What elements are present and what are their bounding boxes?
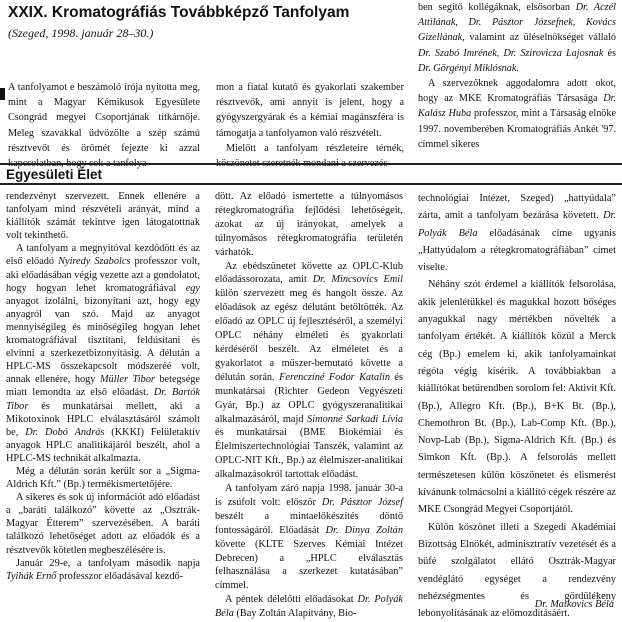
paragraph: Külön köszönet illeti a Szegedi Akadémiai Bizottság Elnökét, adminisztratív vezetését és a büfé szolgálatot ellátó Osztrák-Magyar vendéglátó egységet a rendezvény nehézségmentes és gördülékeny lebonyolításának az előmozdításáért. [418, 521, 616, 620]
paragraph: Január 29-e, a tanfolyam második napja Tyihák Ernő professzor előadásával kezdő- [6, 557, 200, 582]
column-top-1 [8, 80, 200, 171]
column-top-3 [418, 0, 616, 152]
paragraph: mon a fiatal kutató és gyakorlati szakember résztvevők, ami annyit is jelent, hogy a gyógyszergyárak és a kémiai magánszféra is támogatja a tanfolyamon való részvételt. [216, 82, 404, 139]
paragraph: Néhány szót érdemel a kiállítók felsorolása, akik jelenlétükkel és magukkal hozott böséges anyagukkal nagy mértékben növelték a tanfolyam értékét. A kiállítók közül a Merck cég (Bp.) emelem ki, akik tanfolyamainkat régóta végig kísérik. A továbbiakban a kiállítókat betűrendben sorolom fel: Aktivit Kft. (Bp.), Allegro Kft. (Bp.), B+K Bt. (Bp.), Chemothron Bt. (Bp.), Lab-Comp Kft. (Bp.), Novp-Lab (Bp.), Sigma-Aldrich Kft. (Bp.) és Simkon Kft. (Bp.). A felsorolás mellett természetesen külön köszönetet és elismerést kívánunk tolmácsolni a kiállító cégek részére az MKE Csongrád Megyei Csoportjától. [418, 279, 616, 516]
article-title: XXIX. Kromatográfiás Továbbképző Tanfolyam [8, 4, 350, 21]
column-top-2 [216, 80, 404, 171]
article-subtitle: (Szeged, 1998. január 28–30.) [8, 26, 154, 40]
paragraph: Mielőtt a tanfolyam részleteire térnék, [226, 142, 404, 154]
paragraph: Az ebédszünetet követte az OPLC-Klub előadássorozata, amit Dr. Mincsovics Emil külön szervezett meg és hangolt össze. Az előadások az egész délutánt betöltötték. Az előadó az OPLC új fejlesztéséről, a személyi OPLC néhány elméleti és gyakorlati kérdéséről beszélt. Az elméletet és a gyakorlatot a műszer-bemutató követte a délután során. Ferenczíné Fodor Katalin és munkatársai (Richter Gedeon Vegyészeti Gyár, Bp.) az OPLC gyógyszeranalitikai alkalmazásáról, majd Simonné Sarkadi Lívia és munkatársai (BME Biokémiai és Élelmiszertechnológiai Tanszék, valamint az OPLC-NIT Kft., Bp.) az élelmiszer-analitikai alkalmazásokról tartottak előadást. [215, 260, 403, 481]
paragraph: A tanfolyam záró napja 1998. január 30-a is zsúfolt volt: először Dr. Pásztor József beszélt a mintaelőkészítés döntő fontosságáról. Előadását Dr. Dinya Zoltán követte (KLTE Szerves Kémiai Intézet Debrecen) a „HPLC elválasztás felhasználása a szerkezet kutatásában” címmel. [215, 483, 403, 592]
column-bottom-2 [215, 190, 403, 621]
author-signature: Dr. Matkovics Béla [534, 599, 614, 610]
paragraph: Még a délután során került sor a „Sigma-Aldrich Kft.” (Bp.) termékismertetőjére. [6, 465, 200, 491]
paragraph: A szervezőknek aggodalomra adott okot, hogy az MKE Kromatográfiás Társasága Dr. Kalász Huba professzor, mint a Társaság elnöke 1997. novemberében Kromatográfiás Ankét '97. címmel sikeres [418, 78, 616, 150]
column-bottom-1 [6, 190, 200, 583]
section-title: Egyesületi Élet [6, 167, 103, 182]
section-rule-top [0, 163, 622, 165]
paragraph: A tanfolyamot e beszámoló írója nyitotta meg, mint a Magyar Kémikusok Egyesülete Csongrád megyei Csoportjának titkárnője. Meleg szavakkal üdvözölte a szép számú résztvevőt és örömét fejezte ki azzal [8, 82, 200, 154]
paragraph: A sikeres és sok új információt adó előadást a „baráti találkozó” követte az „Osztrák-Magyar Étterem” szervezésében. A baráti találkozó lehetőséget adott az előadók és a résztvevők kötetlen megbeszélésére is. [6, 492, 200, 556]
paragraph: A péntek délelőtti előadásokat Dr. Polyák Béla (Bay Zoltán Alapítvány, Bio- [215, 594, 403, 620]
section-rule-bottom [0, 183, 622, 185]
column-bottom-3 [418, 190, 616, 622]
paragraph: rendezvényt szervezett. Ennek ellenére a tanfolyam mind részvételi arányát, mind a kiállítók számát tekintve igen látogatottnak volt tekinthető. [6, 191, 200, 242]
paragraph: technológiai Intézet, Szeged) „hattyúdala” zárta, amit a tanfolyam bezárása követett. Dr. Polyák Béla előadásának címe ugyanis „Hattyúdalom a rétegkromatográfiában” címet viselte. [418, 193, 616, 274]
margin-marker [0, 88, 5, 100]
paragraph: dött. Az előadó ismertette a túlnyomásos rétegkromatográfia fejlődési lehetőségeit, azokat az új irányokat, amelyek a túlnyomásos rétegkromatográfia területén várhatók. [215, 191, 403, 258]
paragraph: ben segítő kollégáknak, elsősorban Dr. Aczél Attilának, Dr. Pásztor Józsefnek, Kovács Gizellának, valamint az üléselnökséget vállaló Dr. Szabó Imrének, Dr. Szirovicza Lajosnak és Dr. Görgényi Miklósnak. [418, 2, 616, 74]
paragraph: A tanfolyam a megnyitóval kezdődött és az első előadó Nyiredy Szabolcs professzor volt, aki előadásában végig vezette azt a gondolatot, hogy hogyan lehet kromatográfiával egy anyagot izolálni, bizonyítani azt, hogy egy anyagról van szó. Majd az anyagot mennyiségileg és minőségileg hogyan lehet kromatográfiával tisztítani, feldúsítani és elvinni a szerkezetbizonyításig. A délután a HPLC-MS összekapcsolt módszeréé volt, annak ellenére, hogy Müller Tibor betegsége miatt lemondta az első előadást. Dr. Bartók Tibor és munkatársai mellett, aki a Mikotoxinok HPLC elválasztásáról számolt be, Dr. Dobó András (KKKI) Felületaktív anyagok HPLC analitikájáról beszélt, ahol a HPLC-MS technikát alkalmazta. [6, 243, 200, 464]
